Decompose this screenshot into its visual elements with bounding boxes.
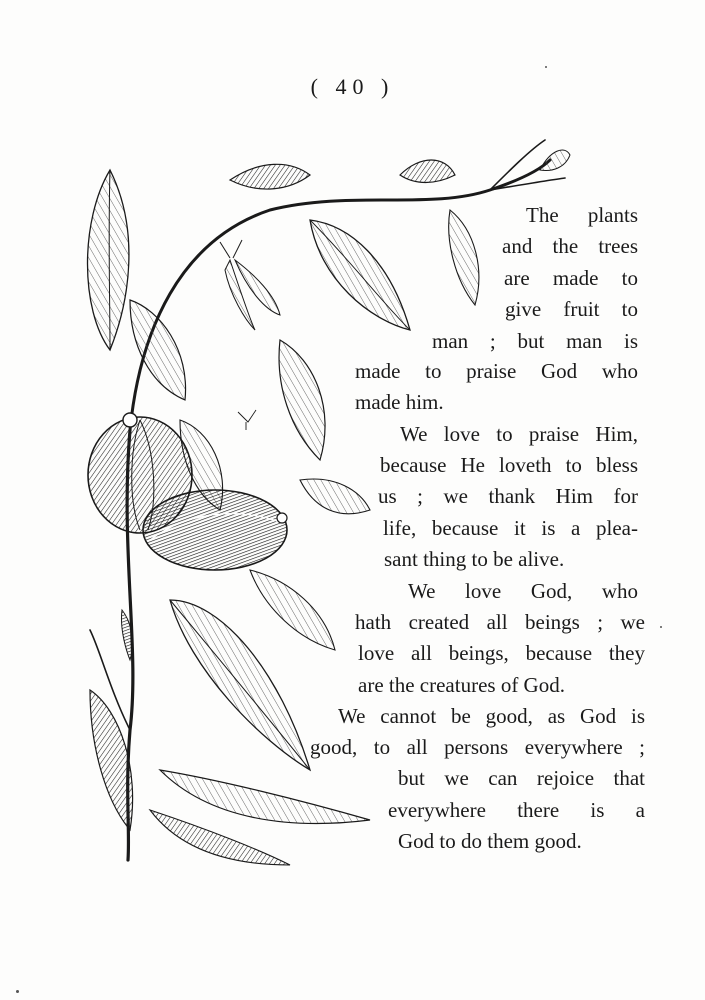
text-line: The plants: [526, 203, 638, 227]
text-line: are made to: [504, 266, 638, 290]
text-line: We cannot be good, as God is: [338, 704, 645, 728]
text-line: life, because it is a plea-: [383, 516, 638, 540]
text-line: sant thing to be alive.: [384, 547, 565, 571]
text-line: because He loveth to bless: [380, 453, 638, 477]
text-line: us ; we thank Him for: [378, 484, 638, 508]
text-line: man ; but man is: [432, 329, 638, 353]
text-line: We love to praise Him,: [400, 422, 638, 446]
text-line: love all beings, because they: [358, 641, 645, 665]
paper-speck: [545, 66, 547, 68]
paper-speck: [660, 626, 662, 628]
text-line: made him.: [355, 390, 444, 414]
text-line: but we can rejoice that: [398, 766, 645, 790]
text-line: give fruit to: [505, 297, 638, 321]
text-line: God to do them good.: [398, 829, 582, 853]
text-line: hath created all beings ; we: [355, 610, 645, 634]
text-line: made to praise God who: [355, 359, 638, 383]
text-line: good, to all persons everywhere ;: [310, 735, 645, 759]
paper-speck: [16, 990, 19, 993]
page-number: ( 40 ): [310, 74, 395, 99]
text-line: and the trees: [502, 234, 638, 258]
text-line: We love God, who: [408, 579, 638, 603]
text-line: are the creatures of God.: [358, 673, 565, 697]
text-line: everywhere there is a: [388, 798, 645, 822]
